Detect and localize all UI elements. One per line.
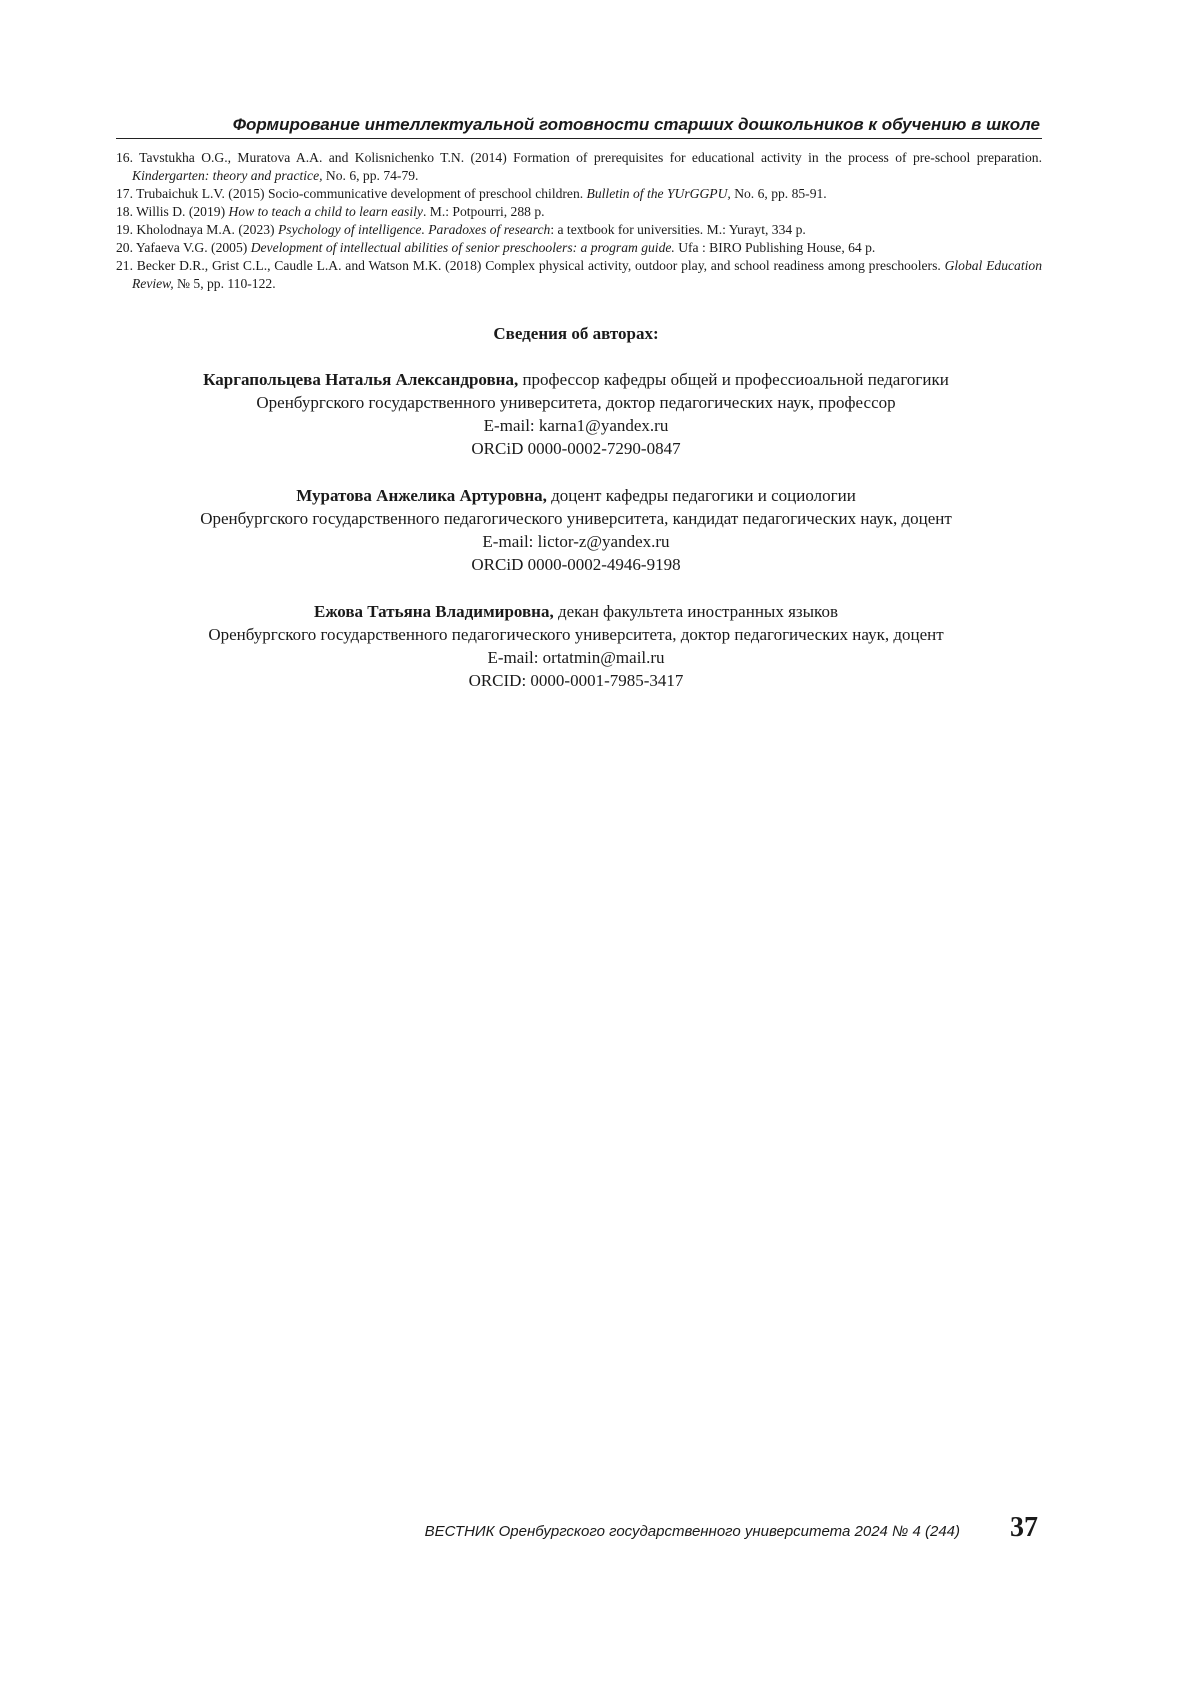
reference-source: Kindergarten: theory and practice, <box>132 168 323 183</box>
reference-details: Ufa : BIRO Publishing House, 64 p. <box>674 240 876 255</box>
page-number: 37 <box>1010 1512 1038 1543</box>
reference-item <box>116 185 1042 203</box>
author-email: E-mail: ortatmin@mail.ru <box>487 648 665 667</box>
reference-details: № 5, pp. 110-122. <box>173 276 276 291</box>
reference-source: Development of intellectual abilities of senior preschoolers: a program guide. <box>250 240 675 255</box>
reference-item <box>116 203 1042 221</box>
author-block <box>100 484 1052 576</box>
author-orcid: ORCiD 0000-0002-7290-0847 <box>471 439 681 458</box>
journal-footer: ВЕСТНИК Оренбургского государственного университета 2024 № 4 (244) <box>424 1523 960 1540</box>
reference-details: . M.: Potpourri, 288 p. <box>422 204 545 219</box>
reference-number: 21. <box>116 258 133 273</box>
reference-number: 16. <box>116 150 133 165</box>
author-orcid: ORCiD 0000-0002-4946-9198 <box>471 555 681 574</box>
author-position: декан факультета иностранных языков <box>553 602 838 621</box>
reference-text: Willis D. (2019) <box>136 204 229 219</box>
reference-item <box>116 257 1042 293</box>
reference-details: : a textbook for universities. M.: Yurayt, 334 p. <box>550 222 806 237</box>
author-affiliation: Оренбургского государственного педагогического университета, доктор педагогических наук, доцент <box>208 625 944 644</box>
reference-text: Trubaichuk L.V. (2015) Socio-communicative development of preschool children. <box>136 186 587 201</box>
reference-number: 17. <box>116 186 133 201</box>
reference-text: Kholodnaya M.A. (2023) <box>136 222 278 237</box>
reference-number: 20. <box>116 240 133 255</box>
author-heading-line <box>100 484 1052 507</box>
author-name: Каргапольцева Наталья Александровна, <box>203 370 519 389</box>
reference-source: Global Education Review, <box>132 258 1042 291</box>
author-position: доцент кафедры педагогики и социологии <box>546 486 856 505</box>
reference-details: No. 6, pp. 74-79. <box>322 168 419 183</box>
author-affiliation: Оренбургского государственного педагогического университета, кандидат педагогических наук, доцент <box>200 509 952 528</box>
authors-section-title: Сведения об авторах: <box>493 324 659 343</box>
reference-number: 18. <box>116 204 133 219</box>
author-email: E-mail: karna1@yandex.ru <box>483 416 669 435</box>
reference-item <box>116 239 1042 257</box>
reference-source: How to teach a child to learn easily <box>228 204 423 219</box>
author-block <box>100 600 1052 692</box>
reference-number: 19. <box>116 222 133 237</box>
reference-details: No. 6, pp. 85-91. <box>730 186 827 201</box>
reference-item <box>116 149 1042 185</box>
reference-text: Yafaeva V.G. (2005) <box>135 240 251 255</box>
author-heading-line <box>100 368 1052 391</box>
reference-item <box>116 221 1042 239</box>
reference-text: Tavstukha O.G., Muratova A.A. and Kolisnichenko T.N. (2014) Formation of prerequisites for educational activity in the process of pre-school preparation. <box>139 150 1042 165</box>
author-heading-line <box>100 600 1052 623</box>
author-name: Ежова Татьяна Владимировна, <box>314 602 554 621</box>
reference-list <box>116 149 1042 293</box>
author-orcid: ORCID: 0000-0001-7985-3417 <box>468 671 684 690</box>
running-header: Формирование интеллектуальной готовности старших дошкольников к обучению в школе <box>232 115 1040 134</box>
reference-source: Psychology of intelligence. Paradoxes of research <box>278 222 551 237</box>
author-affiliation: Оренбургского государственного университета, доктор педагогических наук, профессор <box>256 393 896 412</box>
reference-text: Becker D.R., Grist C.L., Caudle L.A. and Watson M.K. (2018) Complex physical activity, outdoor play, and school readiness among preschoolers. <box>136 258 945 273</box>
author-email: E-mail: lictor-z@yandex.ru <box>482 532 670 551</box>
author-block <box>100 368 1052 460</box>
author-name: Муратова Анжелика Артуровна, <box>296 486 547 505</box>
reference-source: Bulletin of the YUrGGPU, <box>586 186 731 201</box>
author-position: профессор кафедры общей и профессиоальной педагогики <box>518 370 949 389</box>
header-divider <box>116 138 1042 139</box>
